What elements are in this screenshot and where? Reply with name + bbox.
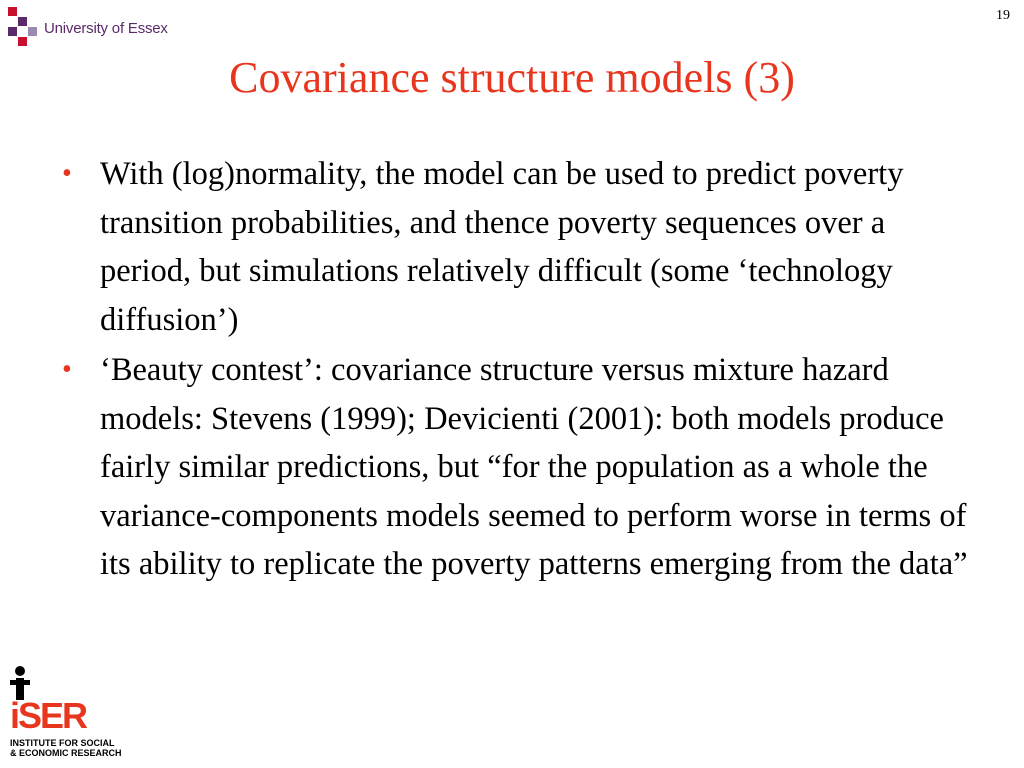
essex-squares-icon xyxy=(8,3,38,53)
bullet-text: ‘Beauty contest’: covariance structure versus mixture hazard models: Stevens (1999); Devicienti (2001): both models produce fairly similar predictions, but “for the population as a whole the variance-components models seemed to perform worse in terms of its ability to replicate the poverty patterns emerging from the data” xyxy=(100,352,968,582)
bullet-text: With (log)normality, the model can be used to predict poverty transition probabilities, and thence poverty sequences over a period, but simulations relatively difficult (some ‘technology diffusion’) xyxy=(100,156,904,338)
iser-caption-line-1: INSTITUTE FOR SOCIAL xyxy=(10,738,115,748)
iser-letters: iSER xyxy=(10,695,87,736)
iser-caption xyxy=(10,738,122,758)
university-of-essex-logo xyxy=(0,0,175,56)
bullet-marker: • xyxy=(62,158,72,189)
bullet-marker: • xyxy=(62,354,72,385)
slide-title: Covariance structure models (3) xyxy=(229,53,795,102)
iser-caption-line-2: & ECONOMIC RESEARCH xyxy=(10,748,122,758)
bullet-item xyxy=(58,346,978,589)
bullet-item xyxy=(58,150,978,344)
iser-logo xyxy=(4,662,122,764)
institution-name: University of Essex xyxy=(44,19,168,37)
page-number: 19 xyxy=(996,8,1010,23)
bullet-list xyxy=(58,150,978,591)
